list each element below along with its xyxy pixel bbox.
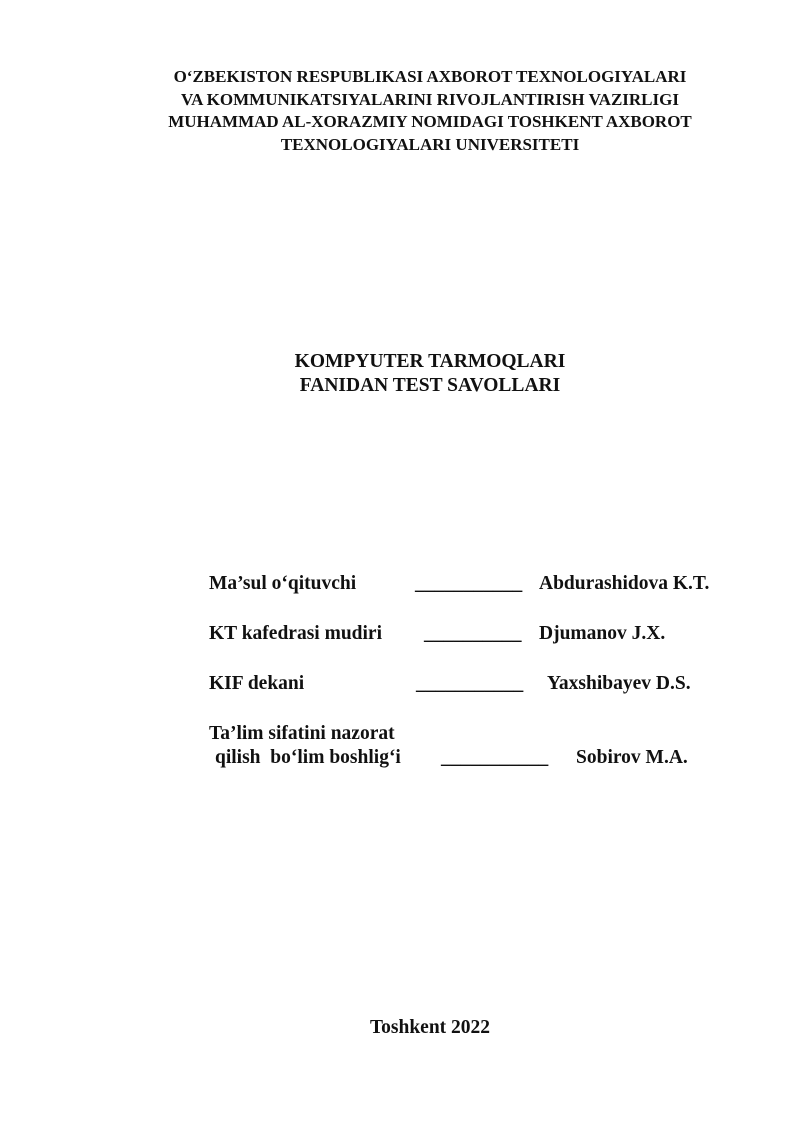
city-year: Toshkent 2022 <box>369 1017 491 1038</box>
title-line: FANIDAN TEST SAVOLLARI <box>299 375 561 396</box>
signature-blank: ___________ <box>441 747 549 768</box>
header-line: O‘ZBEKISTON RESPUBLIKASI AXBOROT TEXNOLOGIYALARI <box>173 67 687 86</box>
title-line: KOMPYUTER TARMOQLARI <box>294 351 566 372</box>
signature-row <box>0 572 800 598</box>
signature-row <box>0 672 800 698</box>
document-title <box>60 350 800 398</box>
signature-person: Djumanov J.X. <box>539 623 666 644</box>
signature-role: KIF dekani <box>209 673 305 694</box>
header-line: TEXNOLOGIYALARI UNIVERSITETI <box>280 134 580 154</box>
signature-role: Ma’sul o‘qituvchi <box>209 573 357 594</box>
signature-blank: __________ <box>424 623 522 644</box>
header-line: VA KOMMUNIKATSIYALARINI RIVOJLANTIRISH VAZIRLIGI <box>181 89 679 109</box>
header-line: MUHAMMAD AL-XORAZMIY NOMIDAGI TOSHKENT AXBOROT <box>168 112 692 131</box>
signature-person: Abdurashidova K.T. <box>539 573 710 594</box>
signature-row <box>0 722 800 772</box>
signature-row <box>0 622 800 648</box>
signature-role: qilish bo‘lim boshlig‘i <box>215 747 401 768</box>
ministry-header <box>60 66 800 156</box>
signature-person: Sobirov M.A. <box>576 747 688 768</box>
signature-blank: ___________ <box>415 573 523 594</box>
signature-role: Ta’lim sifatini nazorat <box>209 723 395 744</box>
signature-role: KT kafedrasi mudiri <box>209 623 382 644</box>
signature-blank: ___________ <box>416 673 524 694</box>
signature-person: Yaxshibayev D.S. <box>547 673 691 694</box>
